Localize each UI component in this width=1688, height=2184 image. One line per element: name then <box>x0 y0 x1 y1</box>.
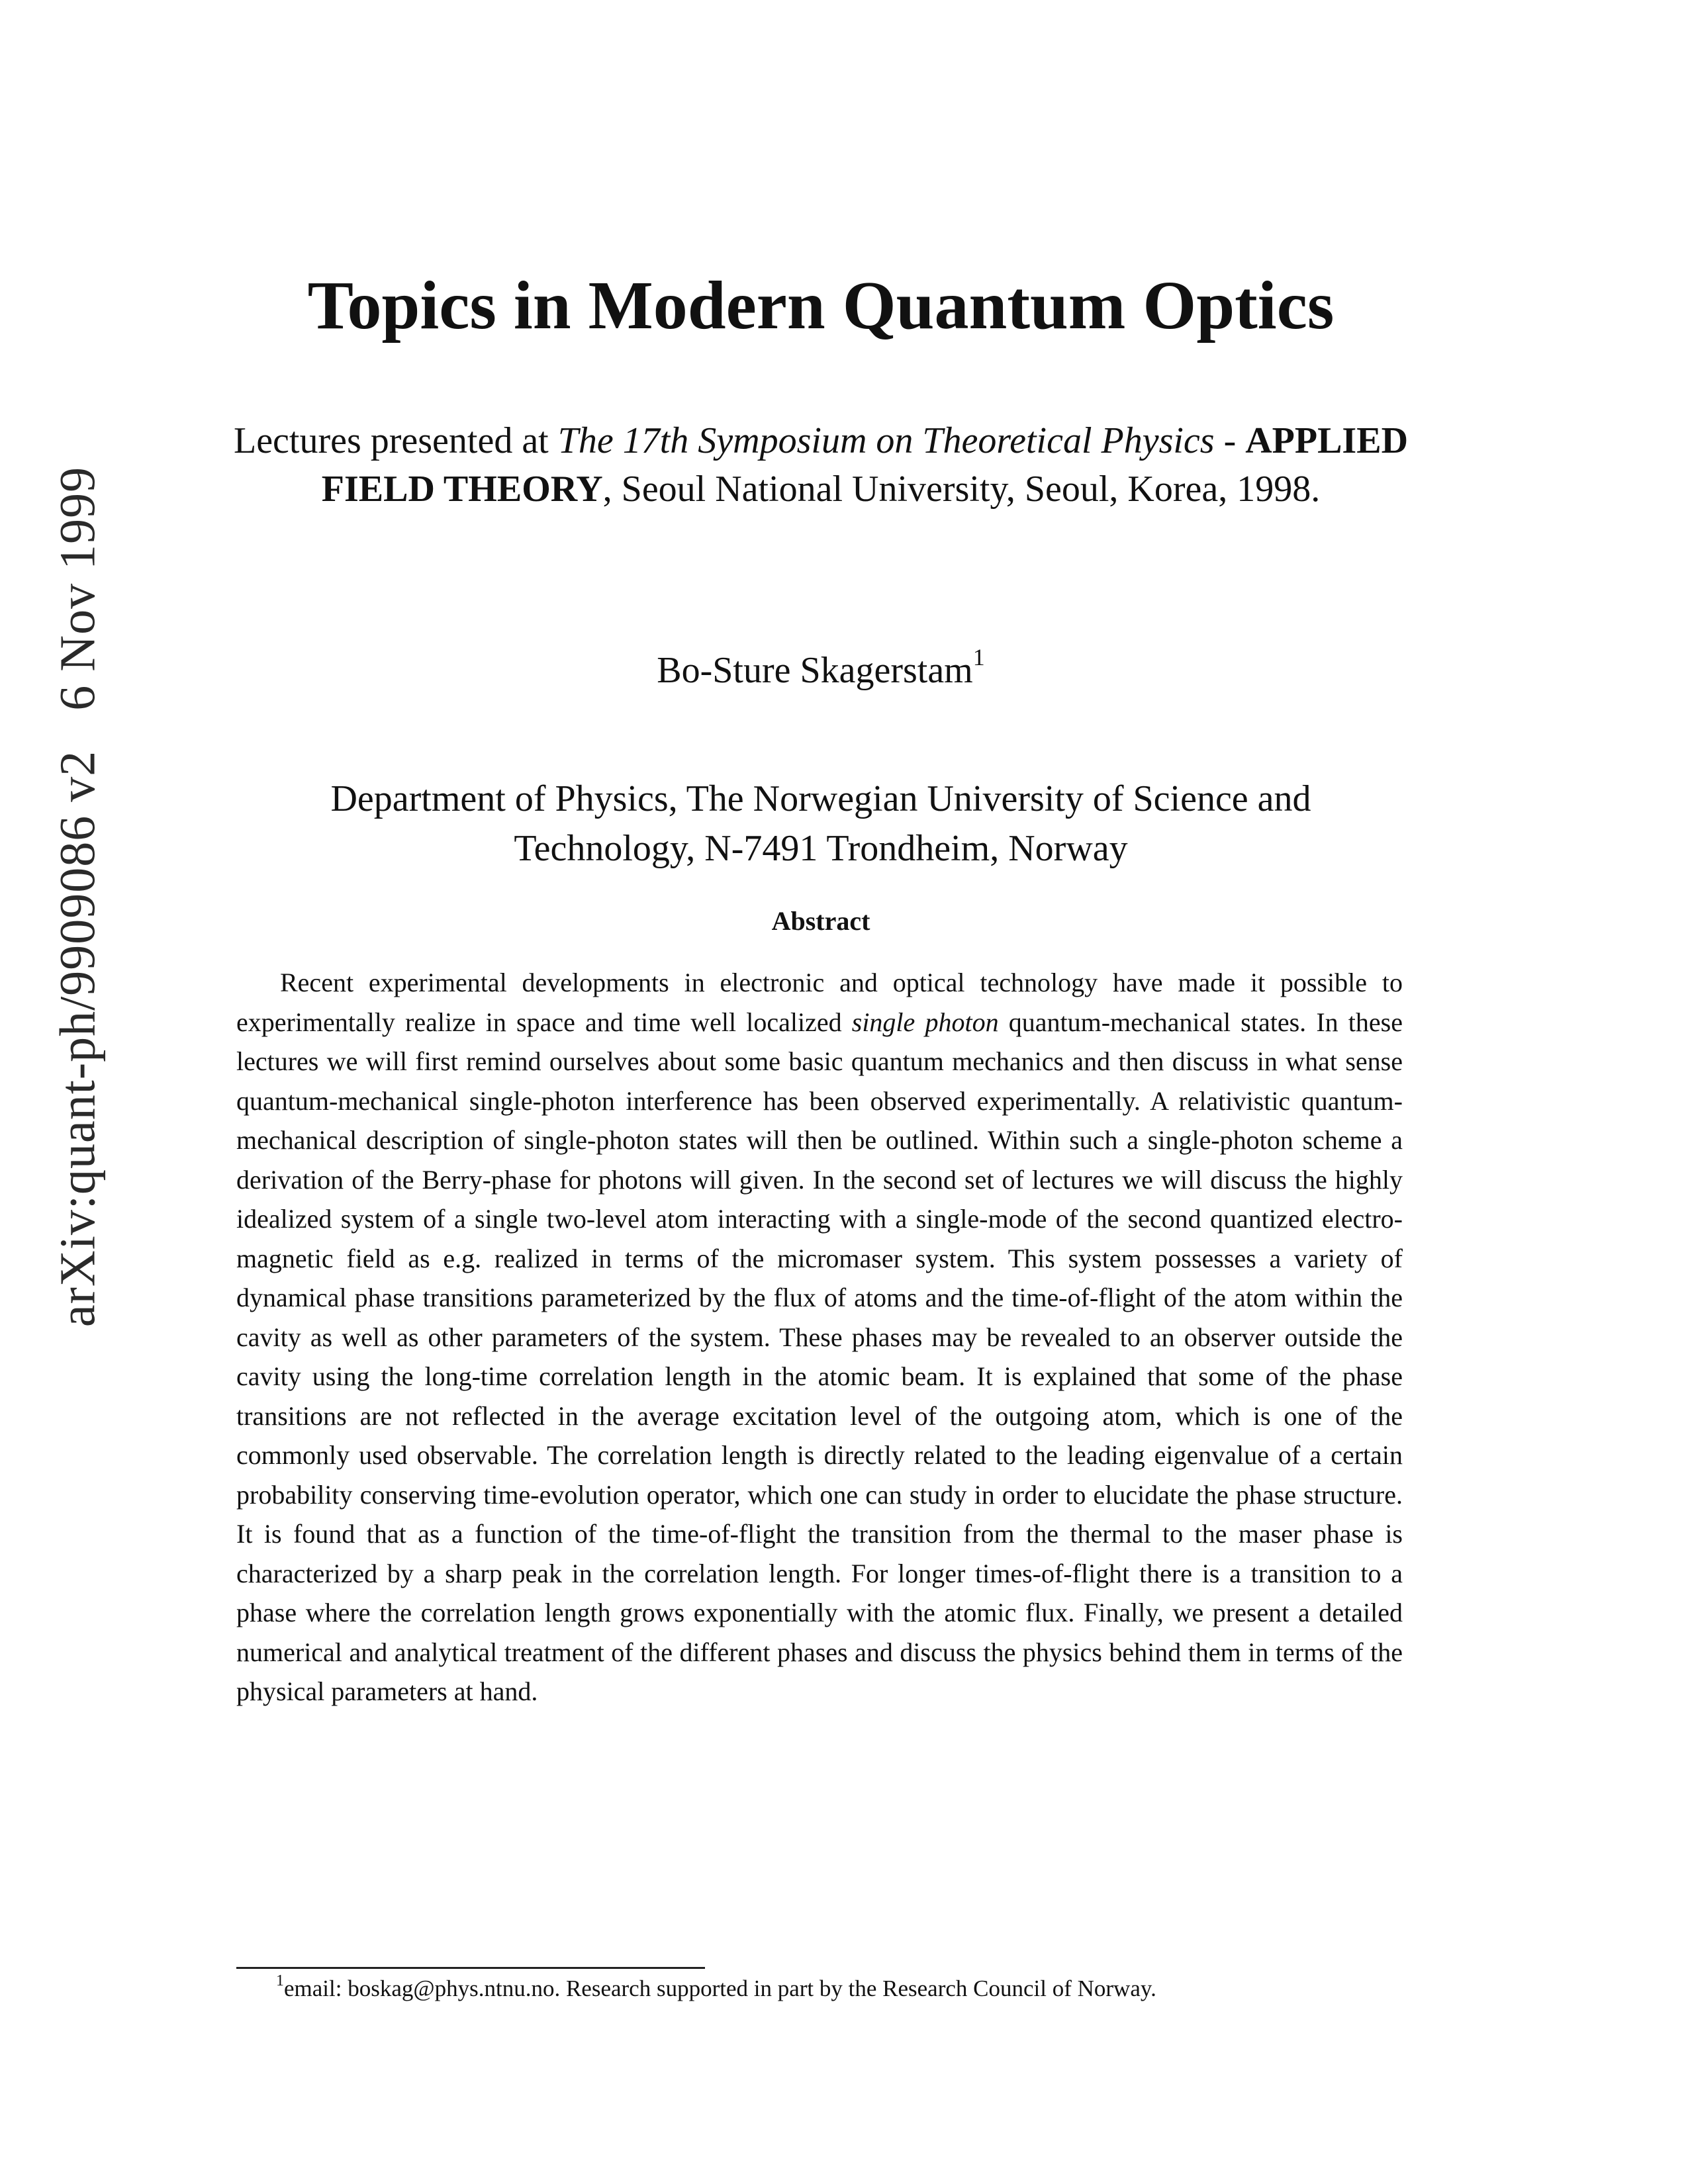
abstract-emphasis: single photon <box>851 1007 999 1037</box>
footnote-rule <box>236 1967 705 1969</box>
abstract-text-rest: quantum-mechanical states. In these lectures we will first remind ourselves about some basic quantum mechanics and then discuss in what sense quantum-mechanical single-photon interference has been observed experimentally. A relativistic quantum-mechanical description of single-photon states will then be outlined. Within such a single-photon scheme a derivation of the Berry-phase for photons will given. In the second set of lectures we will discuss the highly idealized system of a single two-level atom interacting with a single-mode of the second quantized electro-magnetic field as e.g. realized in terms of the micromaser system. This system possesses a variety of dynamical phase transitions parameterized by the flux of atoms and the time-of-flight of the atom within the cavity as well as other parameters of the system. These phases may be revealed to an observer outside the cavity using the long-time correlation length in the atomic beam. It is explained that some of the phase transitions are not reflected in the average excitation level of the outgoing atom, which is one of the commonly used observable. The correlation length is directly related to the leading eigenvalue of a certain probability conserving time-evolution operator, which one can study in order to elucidate the phase structure. It is found that as a function of the time-of-flight the transition from the thermal to the maser phase is characterized by a sharp peak in the correlation length. For longer times-of-flight there is a transition to a phase where the correlation length grows exponentially with the atomic flux. Finally, we present a detailed numerical and analytical treatment of the different phases and discuss the physics behind them in terms of the physical parameters at hand. <box>236 1007 1403 1706</box>
venue-prefix: Lectures presented at <box>233 420 558 461</box>
abstract-heading: Abstract <box>771 906 870 936</box>
arxiv-stamp <box>50 467 107 1327</box>
arxiv-date: 6 Nov 1999 <box>50 466 106 711</box>
paper-title: Topics in Modern Quantum Optics <box>307 267 1335 343</box>
footnote-mark: 1 <box>276 1972 284 1989</box>
venue-location: , Seoul National University, Seoul, Korea, 1998. <box>602 469 1321 510</box>
affiliation: Department of Physics, The Norwegian University of Science and Technology, N-7491 Trondheim, Norway <box>330 778 1311 869</box>
abstract-body <box>236 963 1403 1711</box>
venue-statement <box>232 417 1410 514</box>
venue-symposium: The 17th Symposium on Theoretical Physics <box>557 420 1215 461</box>
author <box>238 644 1403 693</box>
footnote-text: email: boskag@phys.ntnu.no. Research supported in part by the Research Council of Norway. <box>284 1976 1156 2001</box>
footnote <box>236 1972 1403 2005</box>
author-name: Bo-Sture Skagerstam <box>657 650 973 691</box>
abstract-text-start: Recent experimental developments in electronic and optical technology have made it possible to experimentally realize in space and time well localized <box>236 968 1403 1037</box>
author-footnote-mark: 1 <box>972 644 985 670</box>
venue-dash: - <box>1214 420 1246 461</box>
arxiv-identifier: arXiv:quant-ph/9909086 v2 <box>50 750 106 1328</box>
venue-field: APPLIED FIELD THEORY <box>321 420 1409 510</box>
